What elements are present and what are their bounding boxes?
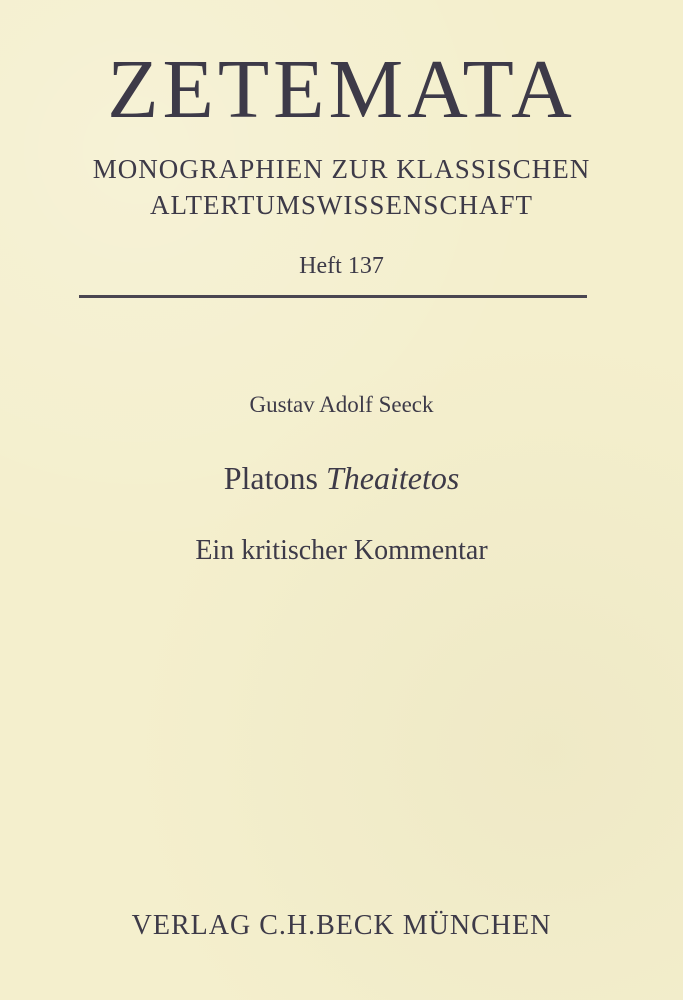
horizontal-rule-divider — [79, 295, 587, 298]
publisher-imprint: VERLAG C.H.BECK MÜNCHEN — [131, 910, 552, 941]
author-name: Gustav Adolf Seeck — [249, 392, 434, 417]
work-title-prefix: Platons — [223, 460, 326, 496]
work-title-italic: Theaitetos — [325, 460, 460, 496]
series-subtitle-line-1: MONOGRAPHIEN ZUR KLASSISCHEN — [92, 154, 591, 184]
series-subtitle-line-2: ALTERTUMSWISSENSCHAFT — [150, 190, 533, 220]
work-subtitle: Ein kritischer Kommentar — [195, 535, 488, 566]
work-title — [0, 462, 683, 494]
issue-number: Heft 137 — [299, 253, 384, 279]
series-title: ZETEMATA — [107, 43, 576, 136]
